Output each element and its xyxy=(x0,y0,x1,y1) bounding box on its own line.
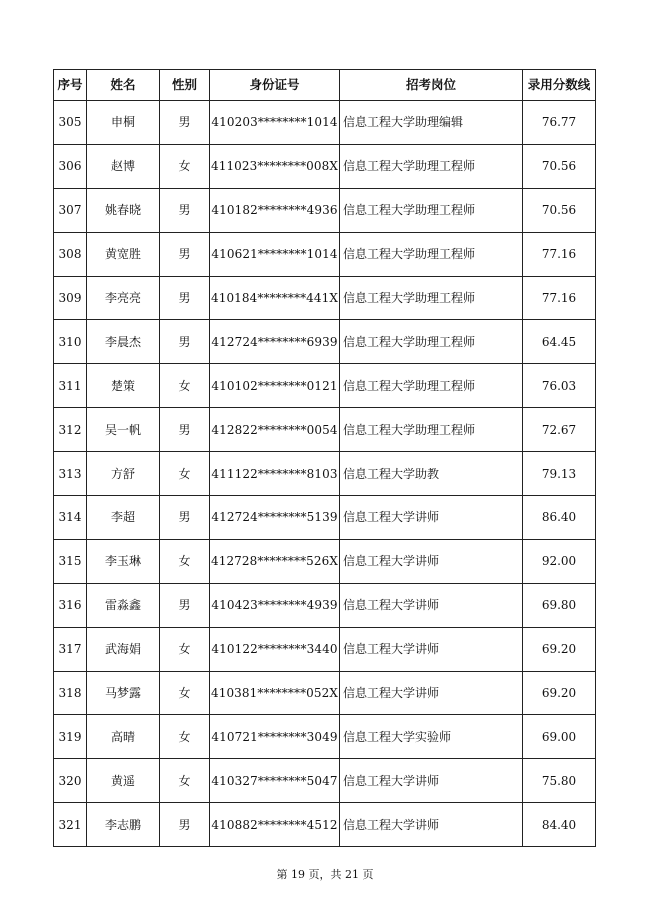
cell-gender: 男 xyxy=(160,101,210,145)
table-row xyxy=(54,627,596,671)
cell-id-number: 410882********4512 xyxy=(210,803,340,847)
cell-no: 320 xyxy=(54,759,87,803)
table-row xyxy=(54,803,596,847)
cell-post: 信息工程大学讲师 xyxy=(340,627,523,671)
cell-id-number: 410327********5047 xyxy=(210,759,340,803)
col-header-score: 录用分数线 xyxy=(523,70,596,101)
cell-id-number: 411122********8103 xyxy=(210,452,340,496)
cell-post: 信息工程大学助理工程师 xyxy=(340,320,523,364)
cell-post: 信息工程大学助理工程师 xyxy=(340,188,523,232)
cell-post: 信息工程大学助理工程师 xyxy=(340,276,523,320)
table-row xyxy=(54,408,596,452)
header-row xyxy=(54,70,596,101)
cell-gender: 女 xyxy=(160,759,210,803)
table-row xyxy=(54,276,596,320)
data-sheet xyxy=(53,69,596,847)
cell-name: 黄宽胜 xyxy=(87,232,160,276)
cell-gender: 女 xyxy=(160,627,210,671)
cell-score: 75.80 xyxy=(523,759,596,803)
cell-no: 311 xyxy=(54,364,87,408)
cell-id-number: 412724********5139 xyxy=(210,496,340,540)
cell-score: 69.80 xyxy=(523,583,596,627)
col-header-name: 姓名 xyxy=(87,70,160,101)
cell-no: 318 xyxy=(54,671,87,715)
cell-score: 72.67 xyxy=(523,408,596,452)
cell-id-number: 412822********0054 xyxy=(210,408,340,452)
cell-post: 信息工程大学助教 xyxy=(340,452,523,496)
cell-name: 高晴 xyxy=(87,715,160,759)
cell-no: 316 xyxy=(54,583,87,627)
page-footer: 第 19 页，共 21 页 xyxy=(276,868,374,881)
cell-id-number: 410184********441X xyxy=(210,276,340,320)
cell-score: 70.56 xyxy=(523,188,596,232)
table-row xyxy=(54,452,596,496)
cell-id-number: 410102********0121 xyxy=(210,364,340,408)
cell-gender: 女 xyxy=(160,144,210,188)
cell-name: 李晨杰 xyxy=(87,320,160,364)
cell-post: 信息工程大学助理工程师 xyxy=(340,144,523,188)
cell-score: 76.77 xyxy=(523,101,596,145)
cell-name: 李亮亮 xyxy=(87,276,160,320)
cell-no: 319 xyxy=(54,715,87,759)
cell-id-number: 410203********1014 xyxy=(210,101,340,145)
cell-score: 79.13 xyxy=(523,452,596,496)
cell-no: 307 xyxy=(54,188,87,232)
cell-id-number: 410122********3440 xyxy=(210,627,340,671)
cell-id-number: 410423********4939 xyxy=(210,583,340,627)
table-row xyxy=(54,671,596,715)
table-row xyxy=(54,496,596,540)
cell-no: 313 xyxy=(54,452,87,496)
table-row xyxy=(54,188,596,232)
cell-post: 信息工程大学讲师 xyxy=(340,539,523,583)
cell-gender: 女 xyxy=(160,539,210,583)
cell-no: 312 xyxy=(54,408,87,452)
cell-gender: 女 xyxy=(160,364,210,408)
cell-post: 信息工程大学讲师 xyxy=(340,496,523,540)
table-row xyxy=(54,583,596,627)
cell-no: 317 xyxy=(54,627,87,671)
cell-score: 69.00 xyxy=(523,715,596,759)
cell-post: 信息工程大学讲师 xyxy=(340,759,523,803)
cell-gender: 女 xyxy=(160,671,210,715)
cell-no: 310 xyxy=(54,320,87,364)
col-header-no: 序号 xyxy=(54,70,87,101)
cell-name: 武海娟 xyxy=(87,627,160,671)
cell-gender: 男 xyxy=(160,803,210,847)
cell-score: 70.56 xyxy=(523,144,596,188)
cell-post: 信息工程大学助理工程师 xyxy=(340,232,523,276)
cell-id-number: 412724********6939 xyxy=(210,320,340,364)
cell-score: 84.40 xyxy=(523,803,596,847)
col-header-post: 招考岗位 xyxy=(340,70,523,101)
cell-name: 雷淼鑫 xyxy=(87,583,160,627)
cell-name: 马梦露 xyxy=(87,671,160,715)
cell-post: 信息工程大学助理编辑 xyxy=(340,101,523,145)
cell-id-number: 411023********008X xyxy=(210,144,340,188)
cell-score: 77.16 xyxy=(523,276,596,320)
cell-no: 306 xyxy=(54,144,87,188)
cell-score: 86.40 xyxy=(523,496,596,540)
col-header-id: 身份证号 xyxy=(210,70,340,101)
cell-post: 信息工程大学讲师 xyxy=(340,583,523,627)
table-row xyxy=(54,539,596,583)
cell-gender: 男 xyxy=(160,583,210,627)
cell-gender: 女 xyxy=(160,452,210,496)
table-row xyxy=(54,320,596,364)
table-row xyxy=(54,715,596,759)
cell-score: 76.03 xyxy=(523,364,596,408)
cell-gender: 男 xyxy=(160,320,210,364)
table-row xyxy=(54,144,596,188)
cell-name: 方舒 xyxy=(87,452,160,496)
cell-name: 姚春晓 xyxy=(87,188,160,232)
col-header-gender: 性别 xyxy=(160,70,210,101)
cell-name: 楚策 xyxy=(87,364,160,408)
cell-id-number: 410381********052X xyxy=(210,671,340,715)
cell-gender: 女 xyxy=(160,715,210,759)
cell-gender: 男 xyxy=(160,232,210,276)
cell-no: 308 xyxy=(54,232,87,276)
cell-name: 黄遥 xyxy=(87,759,160,803)
cell-gender: 男 xyxy=(160,408,210,452)
cell-score: 69.20 xyxy=(523,671,596,715)
cell-id-number: 410182********4936 xyxy=(210,188,340,232)
cell-id-number: 412728********526X xyxy=(210,539,340,583)
cell-no: 321 xyxy=(54,803,87,847)
cell-gender: 男 xyxy=(160,276,210,320)
table-row xyxy=(54,101,596,145)
cell-post: 信息工程大学实验师 xyxy=(340,715,523,759)
cell-no: 305 xyxy=(54,101,87,145)
cell-id-number: 410721********3049 xyxy=(210,715,340,759)
table-row xyxy=(54,364,596,408)
table-row xyxy=(54,232,596,276)
cell-no: 314 xyxy=(54,496,87,540)
cell-post: 信息工程大学助理工程师 xyxy=(340,408,523,452)
cell-score: 92.00 xyxy=(523,539,596,583)
cell-post: 信息工程大学讲师 xyxy=(340,803,523,847)
cell-post: 信息工程大学助理工程师 xyxy=(340,364,523,408)
cell-no: 309 xyxy=(54,276,87,320)
cell-id-number: 410621********1014 xyxy=(210,232,340,276)
cell-name: 李志鹏 xyxy=(87,803,160,847)
cell-gender: 男 xyxy=(160,496,210,540)
table-row xyxy=(54,759,596,803)
cell-name: 赵博 xyxy=(87,144,160,188)
cell-score: 77.16 xyxy=(523,232,596,276)
recruitment-table xyxy=(53,69,596,847)
cell-name: 申桐 xyxy=(87,101,160,145)
cell-post: 信息工程大学讲师 xyxy=(340,671,523,715)
cell-gender: 男 xyxy=(160,188,210,232)
cell-score: 69.20 xyxy=(523,627,596,671)
cell-name: 吴一帆 xyxy=(87,408,160,452)
cell-name: 李玉琳 xyxy=(87,539,160,583)
cell-name: 李超 xyxy=(87,496,160,540)
cell-score: 64.45 xyxy=(523,320,596,364)
cell-no: 315 xyxy=(54,539,87,583)
